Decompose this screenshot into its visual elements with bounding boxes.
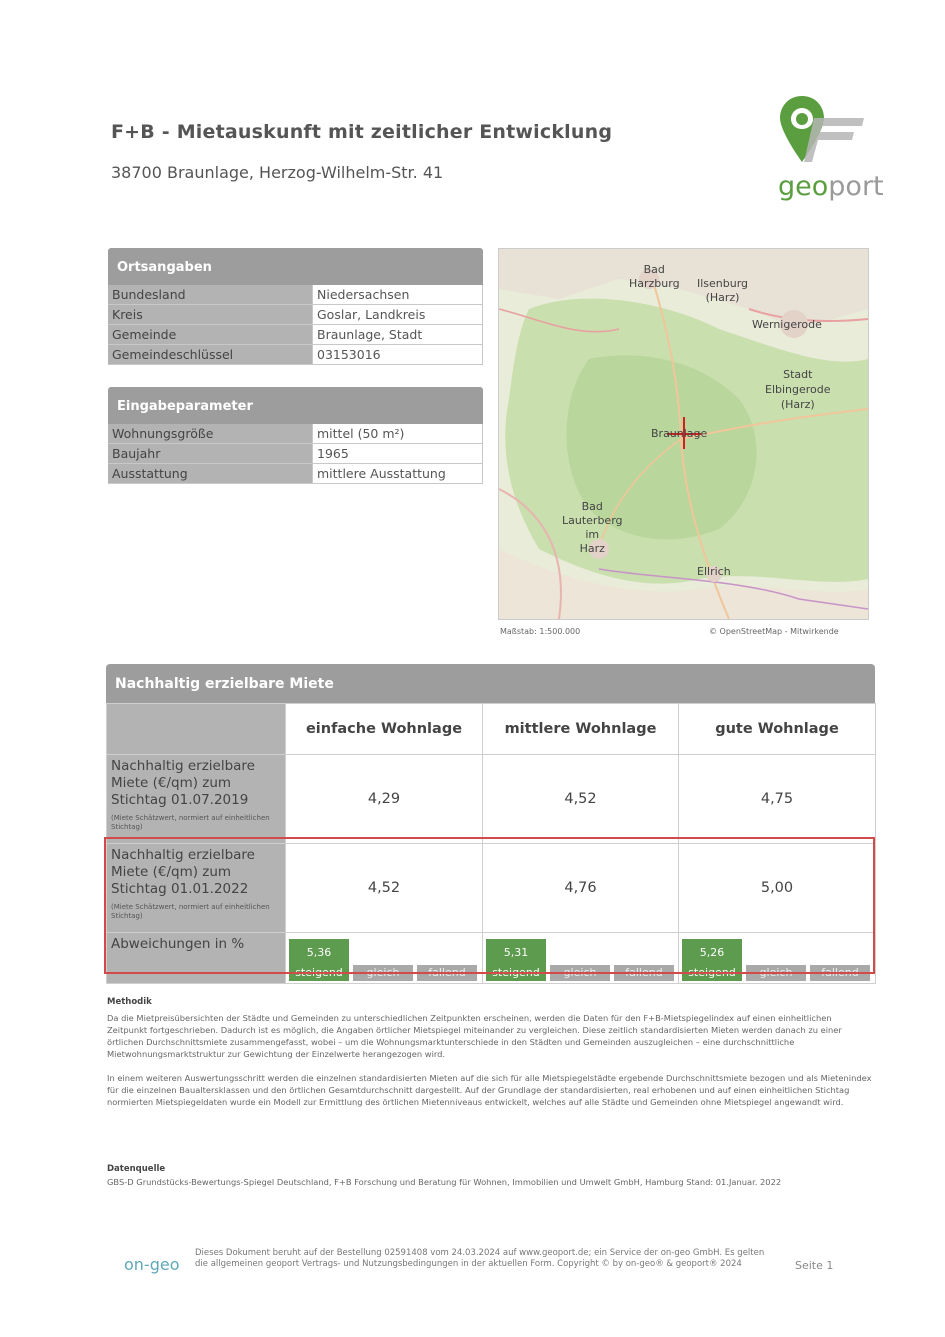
kv-key: Baujahr <box>108 444 312 463</box>
ortsangaben-heading: Ortsangaben <box>108 248 483 285</box>
trend-value: 5,36 <box>306 946 332 959</box>
kv-value: mittlere Ausstattung <box>312 464 483 483</box>
kv-row <box>108 424 483 444</box>
map-label-wernigerode: Wernigerode <box>752 318 822 331</box>
map-label-ellrich: Ellrich <box>697 565 731 578</box>
row-note: (Miete Schätzwert, normiert auf einheitlichen Stichtag) <box>111 814 270 831</box>
trend-equal: gleich <box>746 965 806 981</box>
kv-value: Goslar, Landkreis <box>312 305 483 324</box>
ortsangaben-panel <box>108 248 483 365</box>
row-label <box>107 844 286 933</box>
trend-rising <box>289 939 349 981</box>
kv-key: Kreis <box>108 305 312 324</box>
rent-section <box>106 664 875 984</box>
column-header: einfache Wohnlage <box>286 704 483 755</box>
geoport-logo: geoport <box>778 171 884 202</box>
trend-value: 5,26 <box>699 946 725 959</box>
trend-value: 5,31 <box>503 946 529 959</box>
kv-value: Braunlage, Stadt <box>312 325 483 344</box>
row-label <box>107 755 286 844</box>
on-geo-logo: on-geo <box>124 1255 180 1274</box>
address: 38700 Braunlage, Herzog-Wilhelm-Str. 41 <box>111 163 444 182</box>
table-row <box>107 933 876 984</box>
trend-cell <box>483 933 679 984</box>
kv-row <box>108 464 483 484</box>
column-header: mittlere Wohnlage <box>483 704 679 755</box>
trend-label: steigend <box>688 966 736 979</box>
kv-value: 03153016 <box>312 345 483 364</box>
trend-rising <box>486 939 546 981</box>
row-label-text: Abweichungen in % <box>111 936 245 952</box>
kv-value: mittel (50 m²) <box>312 424 483 443</box>
kv-key: Gemeindeschlüssel <box>108 345 312 364</box>
rent-value: 5,00 <box>679 844 876 933</box>
kv-row <box>108 285 483 305</box>
document-title: F+B - Mietauskunft mit zeitlicher Entwicklung <box>111 121 613 143</box>
kv-key: Ausstattung <box>108 464 312 483</box>
map-label-braunlage: Braunlage <box>651 427 708 440</box>
table-header-row <box>107 704 876 755</box>
trend-equal: gleich <box>550 965 610 981</box>
map-label-bad-lauterberg: Bad Lauterberg im Harz <box>562 500 623 555</box>
trend-equal: gleich <box>353 965 413 981</box>
methodik-heading: Methodik <box>107 997 152 1007</box>
footer-text: Dieses Dokument beruht auf der Bestellung 02591408 vom 24.03.2024 auf www.geoport.de; ein Service der on-geo GmbH. Es gelten die allgemeinen geoport Vertrags- und Nutzungsbedingungen in der aktuellen Form. Copyright © by on-geo® & geoport® 2024 <box>195 1248 765 1269</box>
kv-row <box>108 444 483 464</box>
page-number: Seite 1 <box>795 1259 834 1272</box>
kv-value: Niedersachsen <box>312 285 483 304</box>
datenquelle-heading: Datenquelle <box>107 1164 166 1174</box>
location-map <box>498 248 869 620</box>
map-label-ilsenburg: Ilsenburg (Harz) <box>697 277 749 304</box>
rent-heading: Nachhaltig erzielbare Miete <box>106 664 875 703</box>
kv-row <box>108 345 483 365</box>
map-scale: Maßstab: 1:500.000 <box>500 627 581 636</box>
rent-table <box>106 703 876 984</box>
map-credit: © OpenStreetMap - Mitwirkende <box>709 627 839 636</box>
trend-label: steigend <box>295 966 343 979</box>
kv-row <box>108 325 483 345</box>
kv-key: Bundesland <box>108 285 312 304</box>
row-label <box>107 933 286 984</box>
eingabeparameter-panel <box>108 387 483 484</box>
methodik-paragraph: In einem weiteren Auswertungsschritt werden die einzelnen standardisierten Mieten auf die sich für alle Mietspiegelstädte ergebende Durchschnittsmiete bezogen und als Mietenindex für die einzelnen Baualtersklassen und den örtlichen Gesamtdurchschnitt dargestellt. Auf der Grundlage der standardisierten, real erhobenen und auf einen einheitlichen Stichtag normierten Mietspiegeldaten wurde ein Modell zur Ermittlung des örtlichen Mietenniveaus entwickelt, welches auf alle Städte und Gemeinden ohne Mietspiegel angewandt wird. <box>107 1073 872 1107</box>
trend-label: steigend <box>492 966 540 979</box>
kv-key: Gemeinde <box>108 325 312 344</box>
trend-falling: fallend <box>810 965 870 981</box>
column-header: gute Wohnlage <box>679 704 876 755</box>
trend-cell <box>679 933 876 984</box>
trend-cell <box>286 933 483 984</box>
map-label-bad-harzburg: Bad Harzburg <box>629 263 680 290</box>
rent-value: 4,75 <box>679 755 876 844</box>
rent-value: 4,29 <box>286 755 483 844</box>
rent-value: 4,52 <box>483 755 679 844</box>
eingabeparameter-heading: Eingabeparameter <box>108 387 483 424</box>
trend-rising <box>682 939 742 981</box>
trend-falling: fallend <box>417 965 477 981</box>
table-row <box>107 755 876 844</box>
table-corner <box>107 704 286 755</box>
rent-value: 4,52 <box>286 844 483 933</box>
trend-falling: fallend <box>614 965 674 981</box>
kv-row <box>108 305 483 325</box>
row-label-text: Nachhaltig erzielbare Miete (€/qm) zum Stichtag 01.07.2019 <box>111 758 255 808</box>
row-label-text: Nachhaltig erzielbare Miete (€/qm) zum Stichtag 01.01.2022 <box>111 847 255 897</box>
row-note: (Miete Schätzwert, normiert auf einheitlichen Stichtag) <box>111 903 270 920</box>
kv-key: Wohnungsgröße <box>108 424 312 443</box>
map-label-elbingerode: Stadt Elbingerode (Harz) <box>765 368 831 411</box>
datenquelle-text: GBS-D Grundstücks-Bewertungs-Spiegel Deutschland, F+B Forschung und Beratung für Wohnen, Immobilien und Umwelt GmbH, Hamburg Stand: 01.Januar. 2022 <box>107 1177 782 1187</box>
methodik-paragraph: Da die Mietpreisübersichten der Städte und Gemeinden zu unterschiedlichen Zeitpunkten erscheinen, werden die Daten für den F+B-Mietspiegelindex auf einen einheitlichen Zeitpunkt fortgeschrieben. Dadurch ist es möglich, die Angaben örtlicher Mietspiegel miteinander zu vergleichen. Diese zeitlich standardisierten Mieten werden danach zu einer örtlichen Durchschnittsmiete zusammengefasst, wobei – um die Wohnungsmarktunterschiede in den Städten und Gemeinden auszugleichen – eine durchschnittliche Mietwohnungsmarktstruktur zur Gewichtung der Einzelwerte herangezogen wird. <box>107 1013 842 1059</box>
table-row <box>107 844 876 933</box>
kv-value: 1965 <box>312 444 483 463</box>
rent-value: 4,76 <box>483 844 679 933</box>
